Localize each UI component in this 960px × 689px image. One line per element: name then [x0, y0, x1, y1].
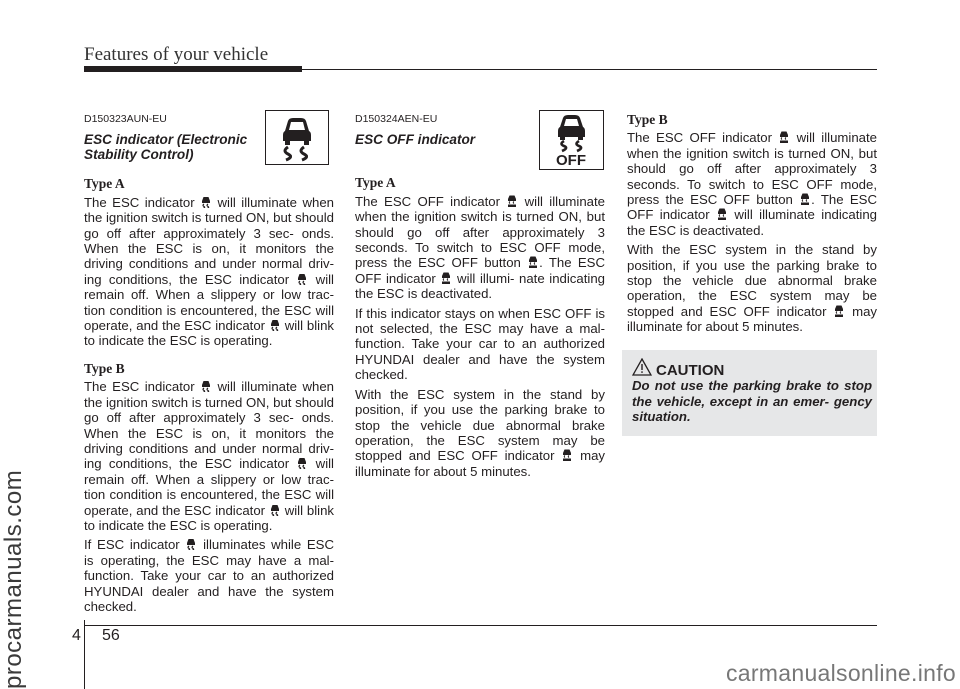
esc-indicator-icon — [186, 538, 196, 550]
chapter-number: 4 — [72, 627, 81, 644]
text: will illuminate when the ignition switch is turned ON, but should go off after approximately 3 seconds. To switch to ESC OFF mode, press the ESC OFF button — [355, 193, 605, 271]
column-3 — [627, 112, 877, 339]
text: If ESC indicator — [84, 537, 180, 553]
text: may illuminate for about 5 minutes. — [627, 303, 878, 335]
esc-off-indicator-icon — [507, 195, 517, 207]
esc-indicator-icon — [270, 319, 280, 331]
text: . The ESC OFF indicator — [627, 192, 878, 223]
column-1 — [84, 112, 334, 618]
paragraph — [84, 379, 334, 533]
text: will illuminate when the ignition switch is turned ON, but should go off after approximately 3 sec- onds. When the ESC is on, it monitors the driving conditions and under normal driv- ing conditions, the ESC indicator — [84, 194, 334, 287]
column-2 — [355, 112, 605, 483]
esc-indicator-icon — [297, 457, 307, 469]
type-b-heading: Type B — [84, 360, 125, 376]
text: will blink to indicate the ESC is operating. — [84, 502, 335, 533]
caution-box — [622, 350, 877, 436]
esc-off-button-icon — [528, 256, 538, 268]
footer-rule — [84, 625, 877, 626]
paragraph — [84, 537, 334, 614]
text: will illuminate when the ignition switch is turned ON, but should go off after approximately 3 seconds. To switch to ESC OFF mode, press the ESC OFF button — [627, 130, 877, 208]
text: With the ESC system in the stand by position, if you use the parking brake to stop the vehicle due abnormal brake operation, the ESC system may be stopped and ESC OFF indicator — [355, 386, 605, 464]
esc-off-indicator-icon — [562, 449, 572, 461]
footer-watermark: carmanualsonline.info — [725, 660, 956, 686]
paragraph — [355, 194, 605, 302]
text: will remain off. When a slippery or low trac- tion condition is encountered, the ESC will operate, and the ESC indicator — [84, 271, 334, 334]
section-code: D150324AEN-EU — [355, 113, 438, 125]
text: The ESC indicator — [84, 194, 195, 210]
type-a-heading: Type A — [84, 176, 125, 192]
paragraph — [355, 387, 605, 479]
text: . The ESC OFF indicator — [355, 255, 606, 286]
header-bar — [84, 66, 302, 72]
caution-text: Do not use the parking brake to stop the vehicle, except in an emer- gency situation. — [632, 378, 872, 424]
text: The ESC OFF indicator — [355, 193, 501, 209]
text: illuminates while ESC is operating, the ESC may have a mal- function. Take your car to an authorized HYUNDAI dealer and have the system checked. — [84, 537, 334, 614]
type-b-heading: Type B — [627, 112, 668, 127]
text: will illumi- nate indicating the ESC is deactivated. — [355, 270, 605, 302]
caution-title: CAUTION — [656, 362, 725, 379]
text: The ESC OFF indicator — [627, 130, 773, 146]
paragraph — [84, 195, 334, 349]
esc-off-indicator-icon — [717, 208, 727, 220]
page-number: 56 — [102, 627, 120, 644]
paragraph — [627, 242, 877, 334]
esc-off-indicator-icon — [834, 305, 844, 317]
text: The ESC indicator — [84, 379, 195, 395]
esc-off-button-icon — [800, 193, 810, 205]
section-heading: ESC OFF indicator — [355, 132, 476, 148]
paragraph: If this indicator stays on when ESC OFF is not selected, the ESC may have a mal- function. Take your car to an authorized HYUNDAI dealer and have the system checked. — [355, 305, 605, 383]
esc-off-indicator-icon — [779, 131, 789, 143]
side-watermark: procarmanuals.com — [0, 469, 27, 689]
text: will illuminate when the ignition switch is turned ON, but should go off after approximately 3 sec- onds. When the ESC is on, it monitors the driving conditions and under normal driv- ing conditions, the ESC indicator — [84, 379, 334, 472]
page-header-title: Features of your vehicle — [84, 44, 269, 65]
text: will blink to indicate the ESC is operating. — [84, 318, 335, 349]
type-a-heading: Type A — [355, 175, 396, 191]
esc-indicator-icon — [297, 273, 307, 285]
text: With the ESC system in the stand by position, if you use the parking brake to stop the vehicle due abnormal brake operation, the ESC system may be stopped and ESC OFF indicator — [627, 242, 877, 319]
header-rule — [302, 69, 877, 70]
section-heading — [84, 132, 334, 162]
heading-line-2: Stability Control) — [84, 147, 194, 163]
esc-indicator-icon — [201, 380, 211, 392]
paragraph — [627, 130, 877, 238]
section-code: D150323AUN-EU — [84, 113, 167, 125]
text: will remain off. When a slippery or low trac- tion condition is encountered, the ESC will operate, and the ESC indicator — [84, 456, 334, 518]
esc-off-indicator-icon — [441, 272, 451, 284]
text: will illuminate indicating the ESC is deactivated. — [627, 207, 877, 238]
text: may illuminate for about 5 minutes. — [355, 448, 606, 479]
footer-divider — [84, 620, 85, 689]
off-label: OFF — [556, 152, 586, 168]
esc-indicator-icon — [270, 504, 280, 516]
heading-line-1: ESC indicator (Electronic — [84, 132, 248, 148]
esc-indicator-icon — [201, 196, 211, 208]
